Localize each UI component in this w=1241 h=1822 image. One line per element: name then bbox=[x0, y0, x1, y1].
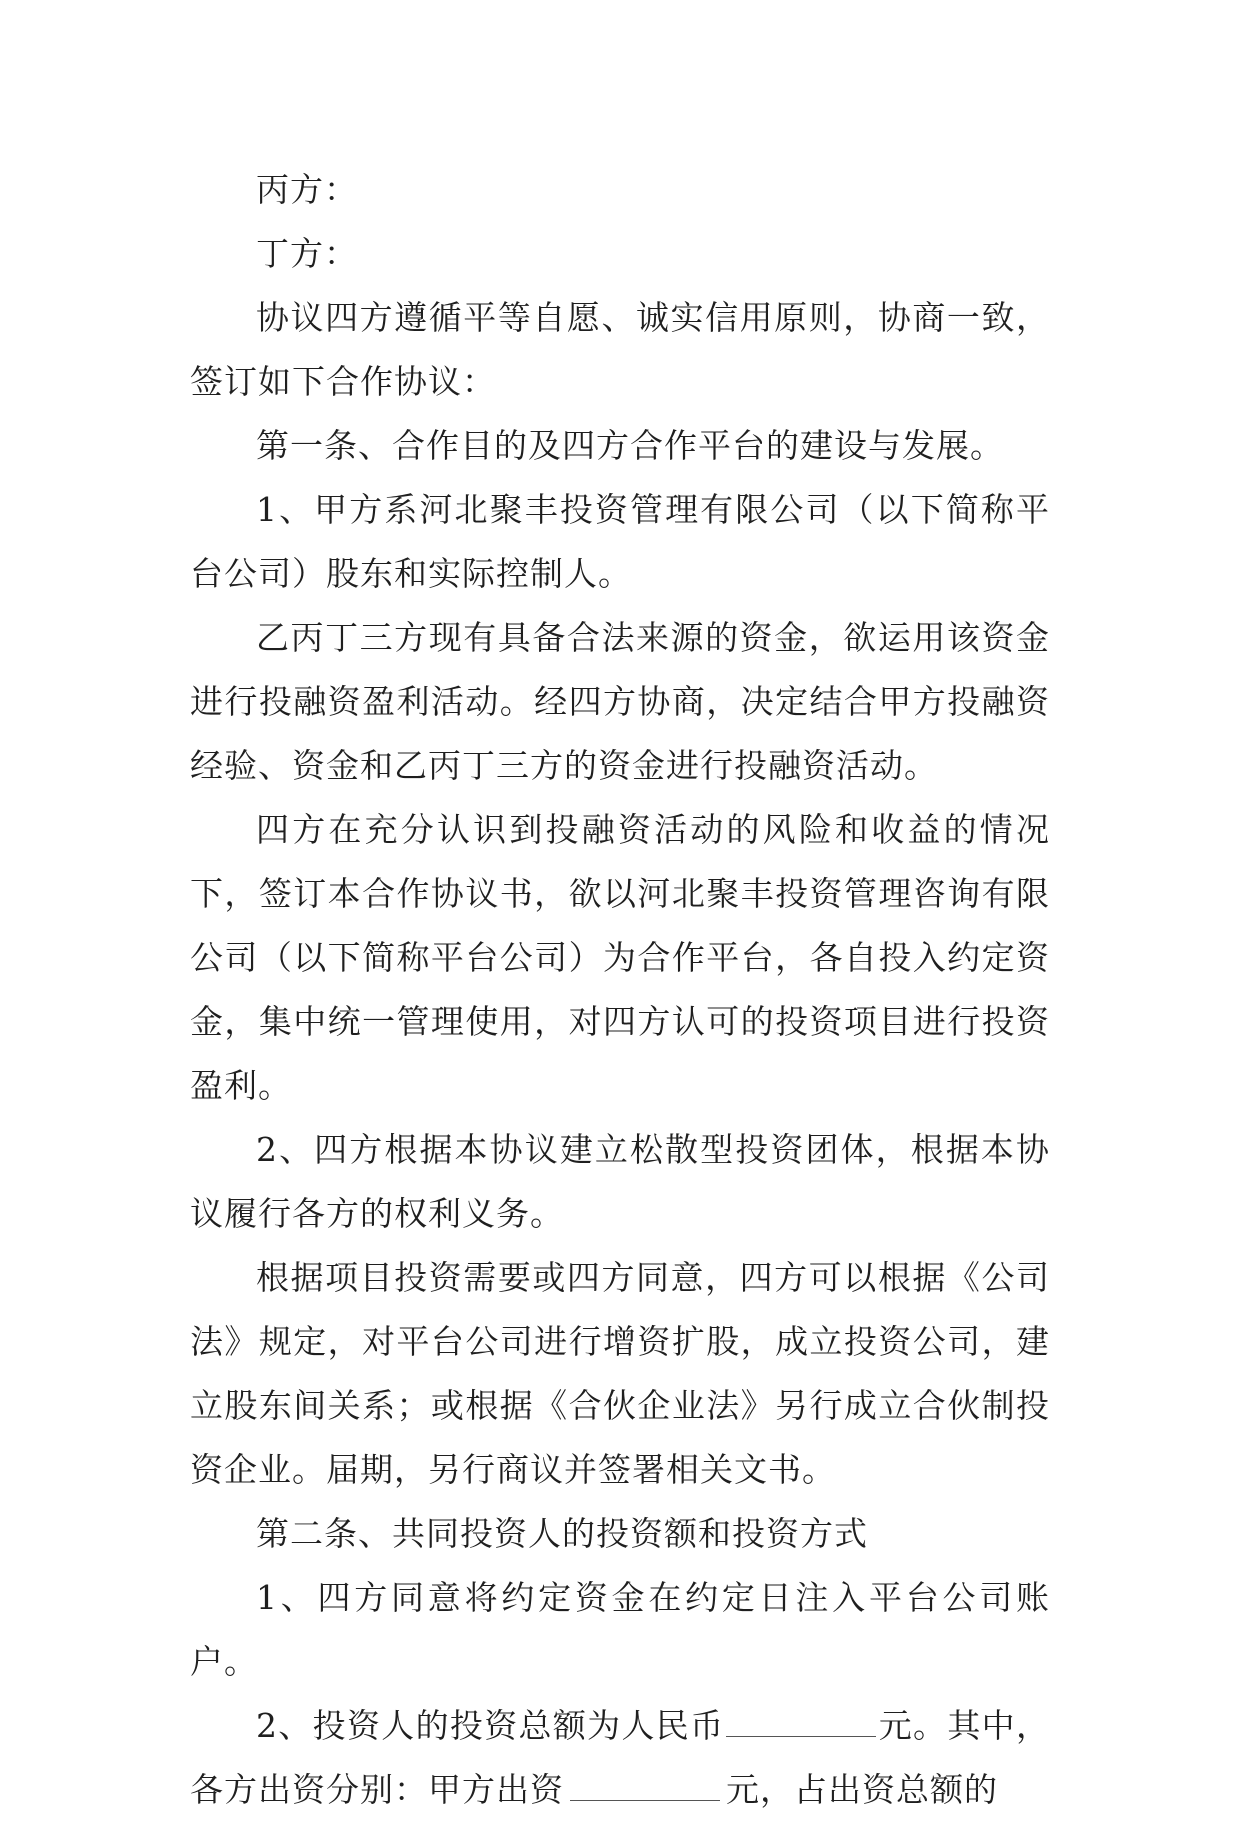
article-2-clause-1: 1、四方同意将约定资金在约定日注入平台公司账户。 bbox=[190, 1578, 1050, 1681]
share-of-total-text: 元，占出资总额的 bbox=[726, 1770, 998, 1809]
article-1-clause-2: 2、四方根据本协议建立松散型投资团体，根据本协议履行各方的权利义务。 bbox=[190, 1130, 1050, 1233]
party-bing-line: 丙方： bbox=[256, 170, 358, 209]
document-body bbox=[190, 158, 1050, 1822]
article-1-paragraph-expansion: 根据项目投资需要或四方同意，四方可以根据《公司法》规定，对平台公司进行增资扩股，成立投资公司，建立股东间关系；或根据《合伙企业法》另行成立合伙制投资企业。届期，另行商议并签署相关文书。 bbox=[190, 1258, 1050, 1489]
article-1-title: 第一条、合作目的及四方合作平台的建设与发展。 bbox=[256, 426, 1004, 465]
preamble-paragraph: 协议四方遵循平等自愿、诚实信用原则，协商一致，签订如下合作协议： bbox=[190, 298, 1050, 401]
party-contribution-text: 元。其中，各方出资分别：甲方出资 bbox=[190, 1706, 1051, 1809]
party-ding-line: 丁方： bbox=[256, 234, 358, 273]
total-amount-blank bbox=[726, 1710, 876, 1737]
article-2-clause-2 bbox=[190, 1694, 1050, 1822]
total-amount-text: 2、投资人的投资总额为人民币 bbox=[256, 1706, 725, 1745]
article-2-title: 第二条、共同投资人的投资额和投资方式 bbox=[256, 1514, 868, 1553]
article-1-paragraph-platform: 四方在充分认识到投融资活动的风险和收益的情况下，签订本合作协议书，欲以河北聚丰投资管理咨询有限公司（以下简称平台公司）为合作平台，各自投入约定资金，集中统一管理使用，对四方认可的投资项目进行投资盈利。 bbox=[190, 810, 1050, 1105]
jia-amount-blank bbox=[570, 1774, 720, 1801]
article-1-paragraph-funds: 乙丙丁三方现有具备合法来源的资金，欲运用该资金进行投融资盈利活动。经四方协商，决定结合甲方投融资经验、资金和乙丙丁三方的资金进行投融资活动。 bbox=[190, 618, 1050, 785]
article-1-clause-1: 1、甲方系河北聚丰投资管理有限公司（以下简称平台公司）股东和实际控制人。 bbox=[190, 490, 1050, 593]
